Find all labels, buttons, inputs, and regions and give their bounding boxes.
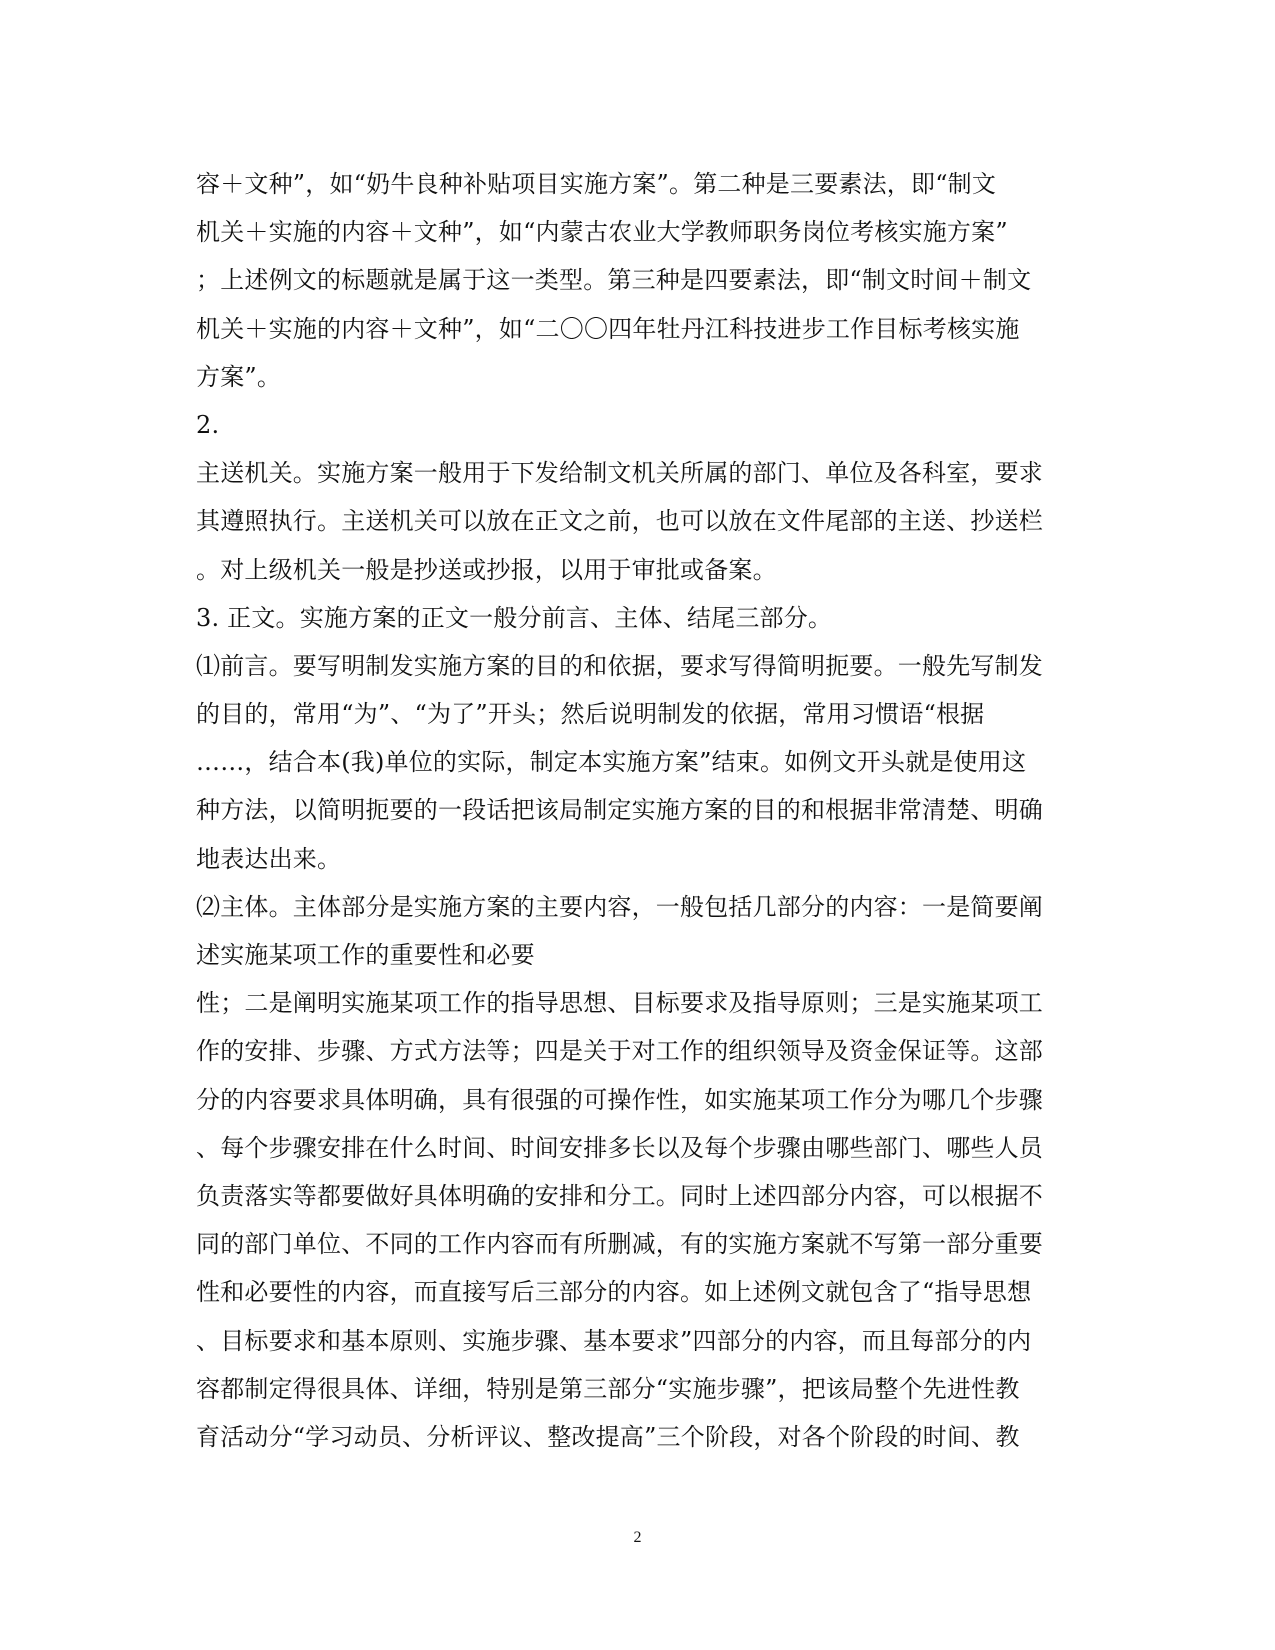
text-line: 方案”。	[196, 362, 282, 391]
text-line: 负责落实等都要做好具体明确的安排和分工。同时上述四部分内容，可以根据不	[196, 1181, 1043, 1210]
text-line: 述实施某项工作的重要性和必要	[196, 941, 535, 969]
text-line: 、目标要求和基本原则、实施步骤、基本要求”四部分的内容，而且每部分的内	[196, 1326, 1032, 1355]
body-text	[196, 160, 1086, 1461]
text-line: 同的部门单位、不同的工作内容而有所删减，有的实施方案就不写第一部分重要	[196, 1230, 1043, 1259]
text-line: 主送机关。实施方案一般用于下发给制文机关所属的部门、单位及各科室，要求	[196, 459, 1043, 488]
text-line: 种方法，以简明扼要的一段话把该局制定实施方案的目的和根据非常清楚、明确	[196, 796, 1043, 825]
text-line: 。对上级机关一般是抄送或抄报，以用于审批或备案。	[196, 555, 777, 584]
text-line: 性和必要性的内容，而直接写后三部分的内容。如上述例文就包含了“指导思想	[196, 1278, 1032, 1307]
text-line: 容＋文种”，如“奶牛良种补贴项目实施方案”。第二种是三要素法，即“制文	[196, 170, 997, 198]
text-line: 容都制定得很具体、详细，特别是第三部分“实施步骤”，把该局整个先进性教	[196, 1374, 1020, 1403]
text-line: 性；二是阐明实施某项工作的指导思想、目标要求及指导原则；三是实施某项工	[196, 989, 1043, 1018]
text-line: ……，结合本(我)单位的实际，制定本实施方案”结束。如例文开头就是使用这	[196, 748, 1027, 777]
text-line: 的目的，常用“为”、“为了”开头；然后说明制发的依据，常用习惯语“根据	[196, 700, 985, 729]
page-number: 2	[633, 1529, 642, 1546]
text-line: 机关＋实施的内容＋文种”，如“内蒙古农业大学教师职务岗位考核实施方案”	[196, 218, 1008, 247]
text-line: 2.	[196, 410, 220, 439]
text-line: ⑴前言。要写明制发实施方案的目的和依据，要求写得简明扼要。一般先写制发	[196, 651, 1043, 680]
text-line: 其遵照执行。主送机关可以放在正文之前，也可以放在文件尾部的主送、抄送栏	[196, 507, 1043, 536]
text-line: 分的内容要求具体明确，具有很强的可操作性，如实施某项工作分为哪几个步骤	[196, 1085, 1043, 1114]
text-line: ⑵主体。主体部分是实施方案的主要内容，一般包括几部分的内容：一是简要阐	[196, 892, 1043, 921]
text-line: 育活动分“学习动员、分析评议、整改提高”三个阶段，对各个阶段的时间、教	[196, 1422, 1020, 1451]
text-line: 、每个步骤安排在什么时间、时间安排多长以及每个步骤由哪些部门、哪些人员	[196, 1133, 1043, 1162]
text-line: 作的安排、步骤、方式方法等；四是关于对工作的组织领导及资金保证等。这部	[196, 1037, 1043, 1066]
text-line: 机关＋实施的内容＋文种”，如“二〇〇四年牡丹江科技进步工作目标考核实施	[196, 314, 1020, 343]
text-line: ；上述例文的标题就是属于这一类型。第三种是四要素法，即“制文时间＋制文	[196, 266, 1032, 295]
text-line: 地表达出来。	[196, 844, 342, 873]
text-line: 3. 正文。实施方案的正文一般分前言、主体、结尾三部分。	[196, 603, 833, 632]
